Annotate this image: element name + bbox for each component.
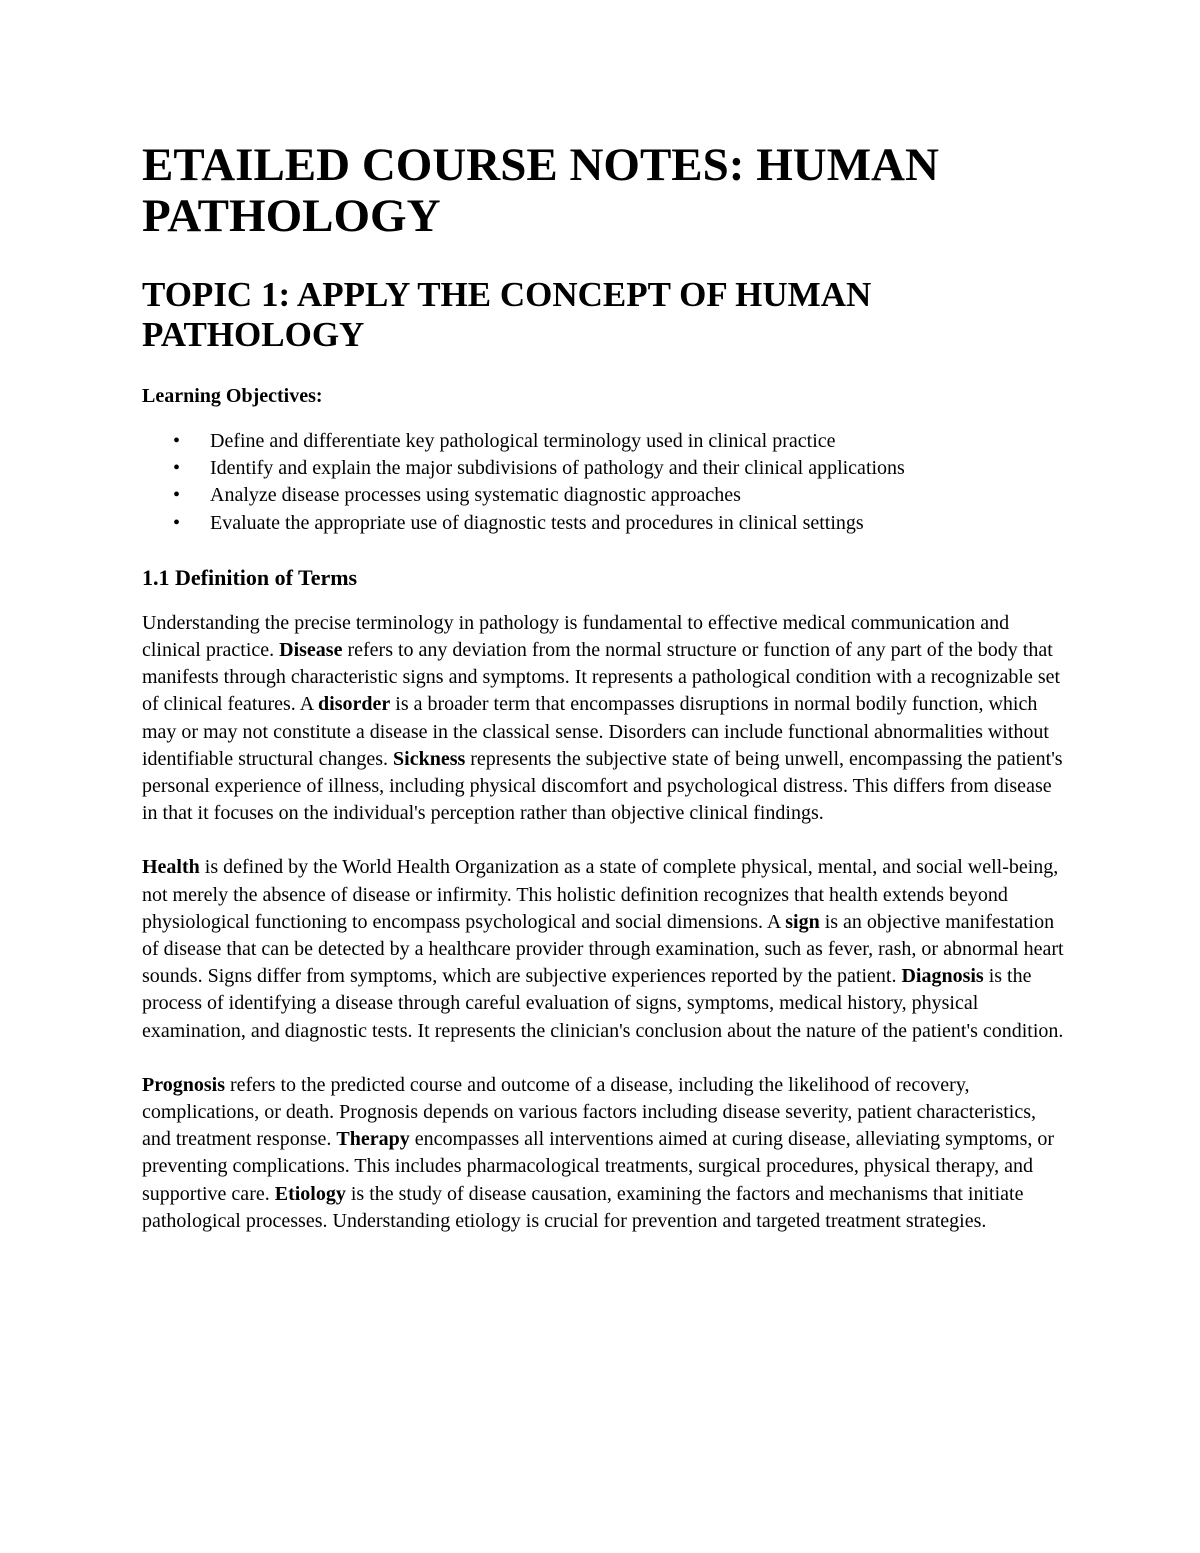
- list-item: [142, 510, 1067, 537]
- list-item: [142, 428, 1067, 455]
- term-disorder: disorder: [318, 693, 391, 716]
- paragraph-text: refers to the predicted course and outcome of a disease, including the likelihood of recovery, complications, or death. Prognosis depends on various factors including disease severity, patient characteristics, and treatment response.: [142, 1073, 1037, 1151]
- paragraph-health: [142, 854, 1067, 1044]
- term-disease: Disease: [279, 639, 343, 662]
- paragraph-text: represents the subjective state of being unwell, encompassing the patient's personal experience of illness, including physical discomfort and psychological distress. This differs from disease in that it focuses on the individual's perception rather than objective clinical findings.: [142, 747, 1063, 825]
- bullet-icon: •: [173, 511, 181, 534]
- topic-heading: TOPIC 1: APPLY THE CONCEPT OF HUMAN PATHOLOGY: [142, 275, 872, 354]
- bullet-icon: •: [173, 457, 181, 480]
- term-sickness: Sickness: [393, 747, 466, 770]
- section-heading: 1.1 Definition of Terms: [142, 564, 358, 590]
- objective-text: Analyze disease processes using systematic diagnostic approaches: [210, 484, 741, 507]
- term-diagnosis: Diagnosis: [901, 965, 984, 988]
- paragraph-definitions: [142, 610, 1067, 828]
- objectives-heading: Learning Objectives:: [142, 385, 323, 407]
- term-health: Health: [142, 856, 200, 879]
- objective-text: Identify and explain the major subdivisions of pathology and their clinical applications: [210, 457, 905, 480]
- paragraph-text: is the process of identifying a disease through careful evaluation of signs, symptoms, medical history, physical examination, and diagnostic tests. It represents the clinician's conclusion about the nature of the patient's condition.: [142, 965, 1064, 1042]
- document-page: [142, 140, 1067, 1262]
- term-sign: sign: [785, 910, 820, 933]
- paragraph-text: is the study of disease causation, examining the factors and mechanisms that initiate pathological processes. Understanding etiology is crucial for prevention and targeted treatment strategies.: [142, 1182, 1024, 1232]
- paragraph-text: is a broader term that encompasses disruptions in normal bodily function, which may or may not constitute a disease in the classical sense. Disorders can include functional abnormalities without identifiable structural changes.: [142, 693, 1049, 770]
- document-title: ETAILED COURSE NOTES: HUMAN PATHOLOGY: [142, 139, 939, 242]
- objective-text: Evaluate the appropriate use of diagnostic tests and procedures in clinical settings: [210, 511, 864, 534]
- paragraph-text: is an objective manifestation of disease that can be detected by a healthcare provider through examination, such as fever, rash, or abnormal heart sounds. Signs differ from symptoms, which are subjective experiences reported by the patient.: [142, 910, 1064, 988]
- bullet-icon: •: [173, 484, 181, 507]
- paragraph-text: encompasses all interventions aimed at curing disease, alleviating symptoms, or preventing complications. This includes pharmacological treatments, surgical procedures, physical therapy, and supportive care.: [142, 1128, 1055, 1205]
- objectives-list: [142, 428, 1067, 537]
- term-therapy: Therapy: [336, 1128, 410, 1151]
- paragraph-text: refers to any deviation from the normal structure or function of any part of the body that manifests through characteristic signs and symptoms. It represents a pathological condition with a recognizable set of clinical features. A: [142, 639, 1061, 716]
- paragraph-prognosis: [142, 1072, 1067, 1235]
- bullet-icon: •: [173, 430, 181, 452]
- paragraph-text: Understanding the precise terminology in pathology is fundamental to effective medical communication and clinical practice.: [142, 611, 1010, 662]
- list-item: [142, 482, 1067, 509]
- paragraph-text: is defined by the World Health Organization as a state of complete physical, mental, and social well-being, not merely the absence of disease or infirmity. This holistic definition recognizes that health extends beyond physiological functioning to encompass psychological and social dimensions. A: [142, 856, 1059, 933]
- objective-text: Define and differentiate key pathological terminology used in clinical practice: [210, 430, 836, 452]
- term-prognosis: Prognosis: [142, 1073, 225, 1096]
- list-item: [142, 455, 1067, 482]
- term-etiology: Etiology: [274, 1182, 346, 1205]
